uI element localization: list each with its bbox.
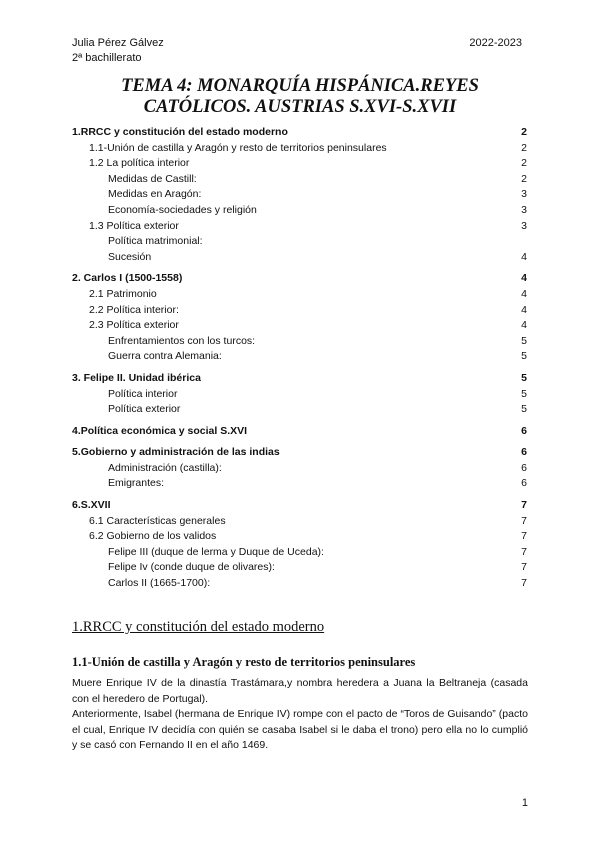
toc-entry[interactable]: Política interior 5: [108, 387, 527, 400]
toc-entry[interactable]: 6.1 Características generales 7: [89, 514, 527, 527]
header-author: Julia Pérez Gálvez: [72, 37, 164, 49]
header-course: 2ª bachillerato: [72, 52, 142, 64]
title-line-2: CATÓLICOS. AUSTRIAS S.XVI-S.XVII: [143, 97, 457, 117]
toc-entry[interactable]: 1.3 Política exterior 3: [89, 219, 527, 232]
toc-entry[interactable]: 2.3 Política exterior 4: [89, 319, 527, 332]
toc-entry[interactable]: 1.2 La política interior 2: [89, 157, 527, 170]
toc-entry[interactable]: 6.S.XVII 7: [72, 499, 527, 512]
toc-entry[interactable]: 4.Política económica y social S.XVI 6: [72, 424, 527, 437]
title-line-1: TEMA 4: MONARQUÍA HISPÁNICA.REYES: [121, 76, 479, 96]
table-of-contents: [72, 125, 527, 592]
toc-entry[interactable]: 1.1-Unión de castilla y Aragón y resto de territorios peninsulares 2: [89, 141, 527, 154]
toc-entry[interactable]: Política matrimonial:: [108, 235, 203, 248]
page-number: 1: [521, 797, 528, 809]
toc-entry[interactable]: 6.2 Gobierno de los validos 7: [89, 530, 527, 543]
toc-entry[interactable]: Carlos II (1665-1700): 7: [108, 577, 527, 590]
toc-entry[interactable]: Sucesión 4: [108, 250, 527, 263]
subsection-heading: 1.1-Unión de castilla y Aragón y resto de territorios peninsulares: [72, 655, 416, 669]
paragraph: Anteriormente, Isabel (hermana de Enrique IV) rompe con el pacto de “Toros de Guisando” (pacto el cual, Enrique IV decidía con quién se casaba Isabel si le daba el trono) pero ella no lo cumplió y se casó con Fernando II en el año 1469.: [72, 708, 528, 751]
toc-entry[interactable]: Medidas de Castill: 2: [108, 172, 527, 185]
toc-entry[interactable]: Felipe III (duque de lerma y Duque de Uceda): 7: [108, 545, 527, 558]
toc-entry[interactable]: Emigrantes: 6: [108, 477, 527, 490]
document-title: [60, 76, 540, 118]
toc-entry[interactable]: 3. Felipe II. Unidad ibérica 5: [72, 371, 527, 384]
toc-entry[interactable]: Felipe Iv (conde duque de olivares): 7: [108, 561, 527, 574]
toc-entry[interactable]: 2.2 Política interior: 4: [89, 303, 527, 316]
toc-entry[interactable]: 2. Carlos I (1500-1558) 4: [72, 272, 527, 285]
toc-entry[interactable]: Política exterior 5: [108, 403, 527, 416]
section-heading: 1.RRCC y constitución del estado moderno: [72, 619, 325, 635]
toc-entry[interactable]: Economía-sociedades y religión 3: [108, 203, 527, 216]
toc-entry[interactable]: 2.1 Patrimonio 4: [89, 287, 527, 300]
header-year: 2022-2023: [469, 37, 522, 49]
body-text: [72, 676, 528, 754]
toc-entry[interactable]: Administración (castilla): 6: [108, 461, 527, 474]
paragraph: Muere Enrique IV de la dinastía Trastámara,y nombra heredera a Juana la Beltraneja (casada con el heredero de Portugal).: [72, 677, 528, 705]
toc-entry[interactable]: Guerra contra Alemania: 5: [108, 350, 527, 363]
toc-entry[interactable]: Medidas en Aragón: 3: [108, 188, 527, 201]
toc-entry[interactable]: 5.Gobierno y administración de las indias 6: [72, 446, 527, 459]
toc-entry[interactable]: 1.RRCC y constitución del estado moderno 2: [72, 126, 527, 138]
toc-entry[interactable]: Enfrentamientos con los turcos: 5: [108, 334, 527, 347]
